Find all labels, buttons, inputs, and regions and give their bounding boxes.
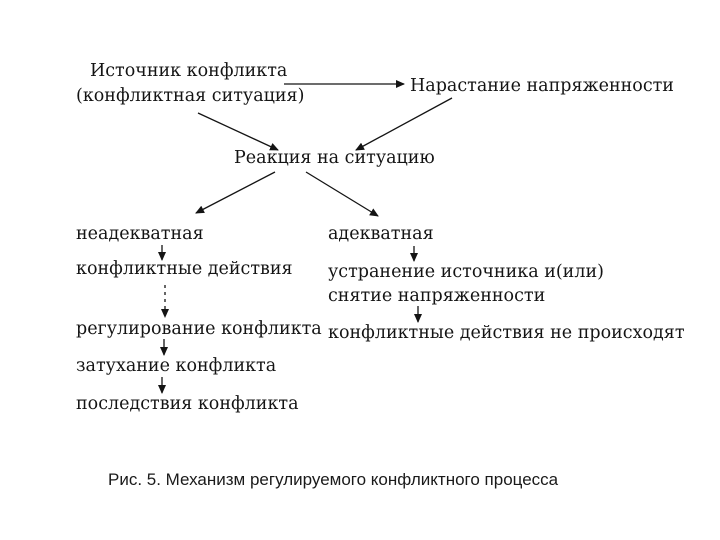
arrow-reaction-to-inadequate [196, 172, 275, 213]
arrow-reaction-to-adequate [306, 172, 378, 216]
right-step-no-conflict: конфликтные действия не происходят [328, 323, 685, 343]
left-step-consequences: последствия конфликта [76, 394, 299, 414]
source-label-line1: Источник конфликта [90, 61, 288, 81]
source-label-line2: (конфликтная ситуация) [76, 86, 305, 106]
left-step-conflict-actions: конфликтные действия [76, 259, 293, 279]
inadequate-label: неадекватная [76, 224, 204, 244]
right-step-removal-line1: устранение источника и(или) [328, 262, 604, 282]
left-step-fading: затухание конфликта [76, 356, 277, 376]
reaction-label: Реакция на ситуацию [234, 148, 435, 168]
right-step-removal-line2: снятие напряженности [328, 286, 546, 306]
arrow-tension-to-reaction [356, 98, 452, 150]
arrow-source-to-reaction [198, 113, 278, 150]
left-step-regulation: регулирование конфликта [76, 319, 322, 339]
tension-label: Нарастание напряженности [410, 76, 674, 96]
figure-caption: Рис. 5. Механизм регулируемого конфликтного процесса [108, 470, 559, 489]
adequate-label: адекватная [328, 224, 434, 244]
